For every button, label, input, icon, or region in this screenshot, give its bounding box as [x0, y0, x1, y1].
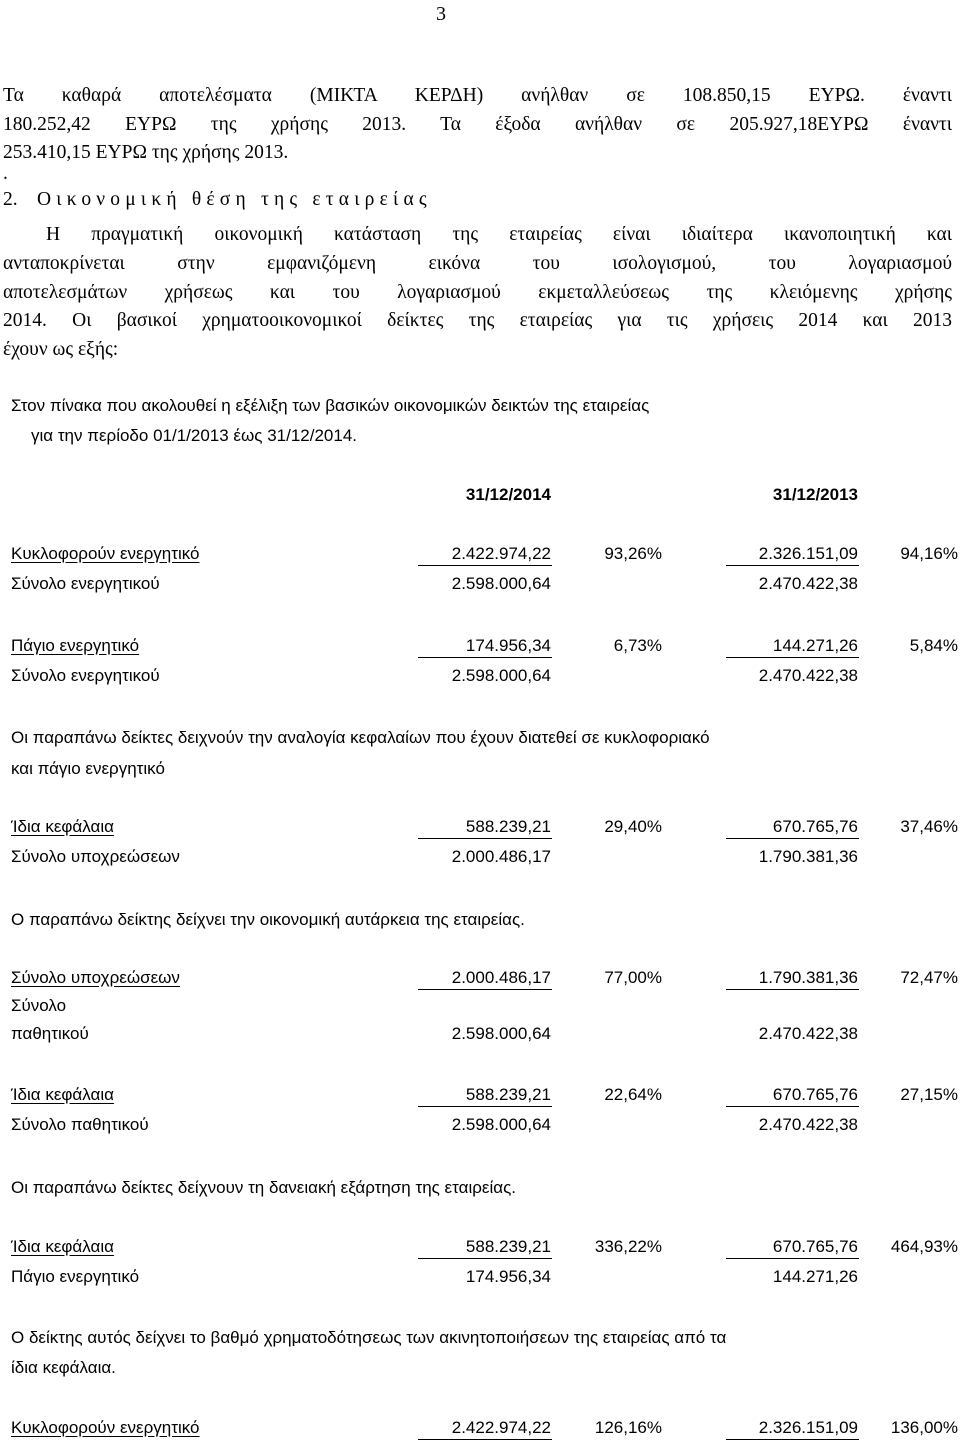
ratio-denominator-label: Σύνολο — [11, 996, 67, 1015]
ratio-denominator-label: παθητικού — [11, 1024, 89, 1043]
ratio-denominator-label: Πάγιο ενεργητικό — [11, 1267, 140, 1286]
ratio-percent-2013: 5,84% — [909, 636, 958, 655]
financial-position-line: ανταποκρίνεται στην εμφανιζόμενη εικόνα του ισολογισμού, του λογαριασμού — [3, 253, 952, 274]
financial-position-line: 2014. Οι βασικοί χρηματοοικονομικοί δείκτες της εταιρείας για τις χρήσεις 2014 και 2013 — [3, 310, 952, 331]
financial-position-line: έχουν ως εξής: — [3, 339, 119, 360]
fraction-line — [726, 657, 859, 658]
ratio-denominator-label: Σύνολο ενεργητικού — [11, 574, 160, 593]
ratio-numerator-2014: 2.000.486,17 — [451, 968, 551, 987]
table-intro-line: Στον πίνακα που ακολουθεί η εξέλιξη των βασικών οικονομικών δεικτών της εταιρείας — [11, 396, 650, 415]
fraction-line — [418, 838, 552, 839]
fraction-line — [418, 989, 552, 990]
ratio-percent-2014: 29,40% — [604, 817, 662, 836]
ratio-denominator-2013: 2.470.422,38 — [758, 666, 858, 685]
ratio-numerator-label: Ίδια κεφάλαια — [11, 1085, 114, 1104]
ratio-denominator-label: Σύνολο ενεργητικού — [11, 666, 160, 685]
ratio-denominator-label: Σύνολο παθητικού — [11, 1115, 149, 1134]
results-paragraph-line: 180.252,42 ΕΥΡΩ της χρήσης 2013. Τα έξοδα ανήλθαν σε 205.927,18ΕΥΡΩ έναντι — [3, 114, 952, 135]
ratio-denominator-2013: 144.271,26 — [772, 1267, 858, 1286]
note-text: και πάγιο ενεργητικό — [11, 759, 165, 778]
ratio-numerator-2013: 670.765,76 — [772, 817, 858, 836]
fraction-line — [726, 1106, 859, 1107]
ratio-denominator-2014: 2.598.000,64 — [451, 1115, 551, 1134]
ratio-percent-2014: 126,16% — [594, 1418, 662, 1437]
ratio-numerator-label: Ίδια κεφάλαια — [11, 817, 114, 836]
ratio-numerator-2013: 670.765,76 — [772, 1085, 858, 1104]
fraction-line — [418, 657, 552, 658]
section-title: Οικονομική θέση της εταιρείας — [37, 189, 432, 210]
ratio-numerator-2014: 174.956,34 — [465, 636, 551, 655]
note-text: Ο παραπάνω δείκτης δείχνει την οικονομική αυτάρκεια της εταιρείας. — [11, 910, 525, 929]
ratio-numerator-2014: 588.239,21 — [465, 1085, 551, 1104]
fraction-line — [726, 1439, 859, 1440]
fraction-line — [418, 1106, 552, 1107]
ratio-numerator-2013: 1.790.381,36 — [758, 968, 858, 987]
ratio-denominator-2014: 2.598.000,64 — [451, 1024, 551, 1043]
note-text: Οι παραπάνω δείκτες δείχνουν τη δανειακή εξάρτηση της εταιρείας. — [11, 1178, 516, 1197]
fraction-line — [726, 1258, 859, 1259]
ratio-numerator-label: Κυκλοφορούν ενεργητικό — [11, 1418, 200, 1437]
ratio-percent-2013: 27,15% — [900, 1085, 958, 1104]
page-number: 3 — [436, 3, 446, 25]
ratio-percent-2013: 94,16% — [900, 544, 958, 563]
results-paragraph-dot: . — [3, 163, 8, 184]
fraction-line — [418, 1258, 552, 1259]
ratio-numerator-2014: 2.422.974,22 — [451, 1418, 551, 1437]
financial-position-line: Η πραγματική οικονομική κατάσταση της εταιρείας είναι ιδιαίτερα ικανοποιητική και — [46, 224, 952, 245]
ratio-numerator-2014: 588.239,21 — [465, 1237, 551, 1256]
fraction-line — [726, 989, 859, 990]
ratio-percent-2013: 37,46% — [900, 817, 958, 836]
ratio-denominator-2013: 2.470.422,38 — [758, 574, 858, 593]
ratio-denominator-2013: 1.790.381,36 — [758, 847, 858, 866]
fraction-line — [726, 838, 859, 839]
ratio-denominator-2013: 2.470.422,38 — [758, 1024, 858, 1043]
financial-position-line: αποτελεσμάτων χρήσεως και του λογαριασμού εκμεταλλεύσεως της κλειόμενης χρήσης — [3, 282, 952, 303]
results-paragraph-line: 253.410,15 ΕΥΡΩ της χρήσης 2013. — [3, 142, 289, 163]
ratio-numerator-label: Κυκλοφορούν ενεργητικό — [11, 544, 200, 563]
note-text: Ο δείκτης αυτός δείχνει το βαθμό χρηματοδότησεως των ακινητοποιήσεων της εταιρείας από τα — [11, 1328, 727, 1347]
fraction-line — [418, 565, 552, 566]
ratio-numerator-2013: 2.326.151,09 — [758, 544, 858, 563]
ratio-percent-2014: 336,22% — [594, 1237, 662, 1256]
ratio-percent-2013: 136,00% — [890, 1418, 958, 1437]
ratio-numerator-2014: 588.239,21 — [465, 817, 551, 836]
ratio-numerator-2014: 2.422.974,22 — [451, 544, 551, 563]
ratio-percent-2014: 6,73% — [613, 636, 662, 655]
ratio-denominator-2014: 174.956,34 — [465, 1267, 551, 1286]
fraction-line — [418, 1439, 552, 1440]
ratio-percent-2014: 77,00% — [604, 968, 662, 987]
section-number: 2. — [3, 189, 18, 210]
results-paragraph-line: Τα καθαρά αποτελέσματα (ΜΙΚΤΑ ΚΕΡΔΗ) ανήλθαν σε 108.850,15 ΕΥΡΩ. έναντι — [3, 85, 952, 106]
ratio-denominator-label: Σύνολο υποχρεώσεων — [11, 847, 180, 866]
ratio-numerator-2013: 144.271,26 — [772, 636, 858, 655]
table-intro-line: για την περίοδο 01/1/2013 έως 31/12/2014. — [31, 426, 357, 445]
ratio-percent-2014: 93,26% — [604, 544, 662, 563]
fraction-line — [726, 565, 859, 566]
ratio-denominator-2014: 2.000.486,17 — [451, 847, 551, 866]
ratio-numerator-label: Σύνολο υποχρεώσεων — [11, 968, 180, 987]
ratio-numerator-label: Ίδια κεφάλαια — [11, 1237, 114, 1256]
ratio-denominator-2014: 2.598.000,64 — [451, 666, 551, 685]
ratio-denominator-2014: 2.598.000,64 — [451, 574, 551, 593]
note-text: ίδια κεφάλαια. — [11, 1358, 116, 1377]
ratio-numerator-label: Πάγιο ενεργητικό — [11, 636, 140, 655]
column-header-2014: 31/12/2014 — [465, 485, 551, 504]
ratio-percent-2013: 72,47% — [900, 968, 958, 987]
ratio-percent-2014: 22,64% — [604, 1085, 662, 1104]
ratio-denominator-2013: 2.470.422,38 — [758, 1115, 858, 1134]
ratio-percent-2013: 464,93% — [890, 1237, 958, 1256]
column-header-2013: 31/12/2013 — [772, 485, 858, 504]
ratio-numerator-2013: 670.765,76 — [772, 1237, 858, 1256]
note-text: Οι παραπάνω δείκτες δειχνούν την αναλογία κεφαλαίων που έχουν διατεθεί σε κυκλοφοριακό — [11, 728, 710, 747]
ratio-numerator-2013: 2.326.151,09 — [758, 1418, 858, 1437]
